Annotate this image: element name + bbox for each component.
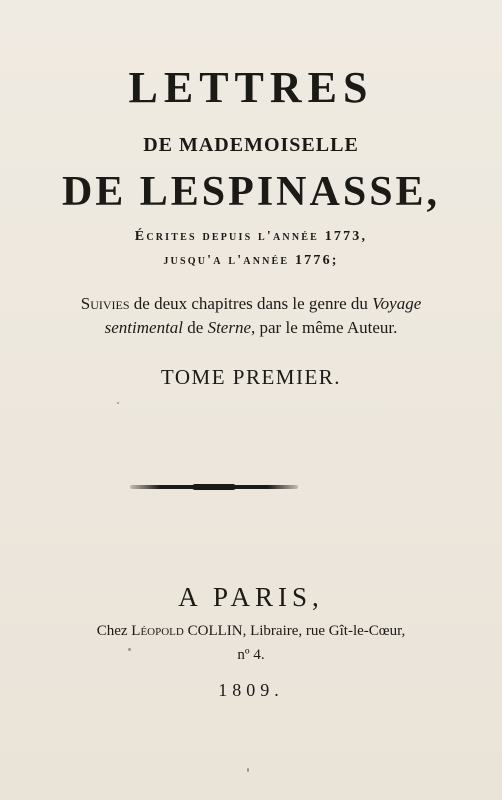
author-name: DE LESPINASSE, [61, 169, 441, 215]
description-line-2 [0, 318, 502, 338]
book-title: LETTRES [128, 63, 374, 112]
imprint-year: 1809. [218, 680, 284, 700]
description-rest: , par le même Auteur. [251, 318, 398, 337]
publisher-chez: Chez [96, 623, 132, 639]
paper-speck [247, 768, 249, 772]
publisher-rest: COLLIN, Libraire, rue Gît-le-Cœur, [183, 623, 406, 639]
imprint-publisher [0, 623, 502, 640]
description-de: de [183, 318, 208, 337]
book-subtitle: DE MADEMOISELLE [143, 134, 359, 156]
description-sentimental: sentimental [104, 318, 184, 337]
description-text: de deux chapitres dans le genre du [129, 294, 373, 313]
description-lead: Suivies [80, 294, 130, 313]
imprint-city: A PARIS, [178, 582, 324, 612]
decorative-rule [130, 485, 298, 489]
publisher-firstname: Léopold [131, 623, 184, 639]
description-sterne: Sterne [207, 318, 252, 337]
paper-speck [117, 402, 119, 404]
paper-speck [128, 648, 131, 651]
written-line-2: jusqu'a l'année 1776; [163, 253, 339, 268]
description-voyage: Voyage [372, 294, 422, 313]
imprint-number: nº 4. [237, 647, 265, 663]
volume-label: TOME PREMIER. [160, 365, 342, 389]
description-line-1 [0, 294, 502, 314]
written-line-1: Écrites depuis l'année 1773, [134, 229, 368, 244]
